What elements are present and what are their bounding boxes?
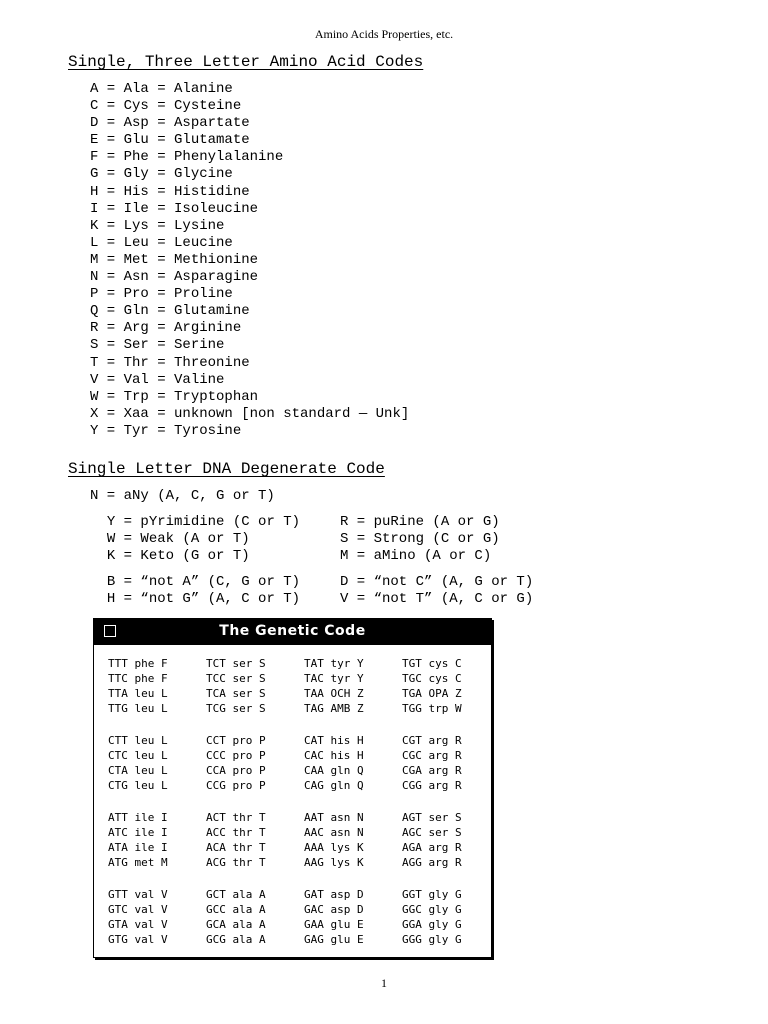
amino-code-row: W = Trp = Tryptophan <box>90 388 259 405</box>
dna-code-any: N = aNy (A, C, G or T) <box>90 488 275 504</box>
codon-cell: TTA leu L <box>108 687 168 700</box>
codon-cell: CCA pro P <box>206 764 266 777</box>
genetic-code-window <box>93 618 492 958</box>
codon-cell: CGG arg R <box>402 779 462 792</box>
codon-cell: AAA lys K <box>304 841 364 854</box>
amino-code-row: H = His = Histidine <box>90 183 250 200</box>
codon-cell: GCC ala A <box>206 903 266 916</box>
codon-cell: TAA OCH Z <box>304 687 364 700</box>
codon-cell: TGG trp W <box>402 702 462 715</box>
codon-cell: AGG arg R <box>402 856 462 869</box>
genetic-code-title: The Genetic Code <box>219 623 366 639</box>
codon-cell: TGA OPA Z <box>402 687 462 700</box>
codon-cell: GTC val V <box>108 903 168 916</box>
codon-cell: TTG leu L <box>108 702 168 715</box>
amino-code-row: S = Ser = Serine <box>90 337 225 354</box>
codon-cell: CAG gln Q <box>304 779 364 792</box>
codon-cell: CGC arg R <box>402 749 462 762</box>
codon-cell: ATA ile I <box>108 841 168 854</box>
codon-cell: AAC asn N <box>304 826 364 839</box>
codon-cell: CGA arg R <box>402 764 462 777</box>
codon-cell: TCA ser S <box>206 687 266 700</box>
codon-cell: GTT val V <box>108 888 168 901</box>
codon-cell: GAA glu E <box>304 918 364 931</box>
amino-code-row: Y = Tyr = Tyrosine <box>90 422 242 439</box>
codon-cell: GAG glu E <box>304 933 364 946</box>
codon-cell: GTA val V <box>108 918 168 931</box>
codon-cell: ACT thr T <box>206 811 266 824</box>
codon-cell: TGT cys C <box>402 657 462 670</box>
codon-cell: AAT asn N <box>304 811 364 824</box>
codon-cell: AAG lys K <box>304 856 364 869</box>
codon-cell: GGC gly G <box>402 903 462 916</box>
codon-cell: CGT arg R <box>402 734 462 747</box>
codon-cell: AGA arg R <box>402 841 462 854</box>
codon-cell: GCA ala A <box>206 918 266 931</box>
amino-code-row: E = Glu = Glutamate <box>90 132 250 149</box>
amino-code-row: R = Arg = Arginine <box>90 320 242 337</box>
codon-cell: GAC asp D <box>304 903 364 916</box>
codon-cell: AGC ser S <box>402 826 462 839</box>
dna-code-left: W = Weak (A or T) <box>106 531 250 547</box>
dna-code-left: Y = pYrimidine (C or T) <box>106 514 301 530</box>
amino-code-row: Q = Gln = Glutamine <box>90 303 250 320</box>
codon-cell: TAC tyr Y <box>304 672 364 685</box>
codon-cell: GGA gly G <box>402 918 462 931</box>
amino-code-row: N = Asn = Asparagine <box>90 269 259 286</box>
codon-cell: TCT ser S <box>206 657 266 670</box>
codon-cell: GCG ala A <box>206 933 266 946</box>
codon-cell: CTT leu L <box>108 734 168 747</box>
codon-cell: GGT gly G <box>402 888 462 901</box>
codon-cell: ACG thr T <box>206 856 266 869</box>
dna-code-left: K = Keto (G or T) <box>106 548 250 564</box>
codon-cell: GCT ala A <box>206 888 266 901</box>
codon-cell: ACC thr T <box>206 826 266 839</box>
amino-code-row: K = Lys = Lysine <box>90 217 225 234</box>
codon-cell: TAT tyr Y <box>304 657 364 670</box>
amino-code-row: P = Pro = Proline <box>90 286 233 303</box>
codon-cell: GAT asp D <box>304 888 364 901</box>
codon-cell: ACA thr T <box>206 841 266 854</box>
amino-code-row: X = Xaa = unknown [non standard — Unk] <box>90 405 410 422</box>
dna-code-left: B = “not A” (C, G or T) <box>106 574 301 590</box>
amino-code-row: L = Leu = Leucine <box>90 234 233 251</box>
codon-cell: CCG pro P <box>206 779 266 792</box>
codon-cell: ATG met M <box>108 856 168 869</box>
codon-cell: CTC leu L <box>108 749 168 762</box>
amino-codes-title: Single, Three Letter Amino Acid Codes <box>68 53 424 71</box>
codon-cell: ATT ile I <box>108 811 168 824</box>
amino-code-row: F = Phe = Phenylalanine <box>90 149 284 166</box>
dna-code-right: D = “not C” (A, G or T) <box>340 574 534 590</box>
dna-code-right: S = Strong (C or G) <box>340 531 500 547</box>
codon-cell: GGG gly G <box>402 933 462 946</box>
genetic-code-titlebar[interactable] <box>94 619 491 645</box>
dna-code-right: M = aMino (A or C) <box>340 548 492 564</box>
codon-cell: TCG ser S <box>206 702 266 715</box>
codon-cell: GTG val V <box>108 933 168 946</box>
amino-code-row: M = Met = Methionine <box>90 251 259 268</box>
codon-cell: CTG leu L <box>108 779 168 792</box>
codon-cell: CAA gln Q <box>304 764 364 777</box>
amino-code-row: C = Cys = Cysteine <box>90 98 242 115</box>
codon-cell: TTC phe F <box>108 672 168 685</box>
amino-code-row: I = Ile = Isoleucine <box>90 200 259 217</box>
codon-cell: TCC ser S <box>206 672 266 685</box>
codon-cell: CTA leu L <box>108 764 168 777</box>
dna-code-left: H = “not G” (A, C or T) <box>106 591 301 607</box>
amino-code-row: G = Gly = Glycine <box>90 166 233 183</box>
amino-codes-list <box>90 81 409 440</box>
codon-cell: CCT pro P <box>206 734 266 747</box>
codon-cell: AGT ser S <box>402 811 462 824</box>
codon-cell: ATC ile I <box>108 826 168 839</box>
amino-code-row: A = Ala = Alanine <box>90 81 233 97</box>
codon-cell: TGC cys C <box>402 672 462 685</box>
dna-code-title: Single Letter DNA Degenerate Code <box>68 460 385 478</box>
codon-cell: CCC pro P <box>206 749 266 762</box>
amino-code-row: D = Asp = Aspartate <box>90 115 250 132</box>
dna-code-right: R = puRine (A or G) <box>340 514 500 530</box>
amino-code-row: T = Thr = Threonine <box>90 354 250 371</box>
codon-cell: CAT his H <box>304 734 364 747</box>
codon-cell: TTT phe F <box>108 657 168 670</box>
amino-code-row: V = Val = Valine <box>90 371 225 388</box>
page-header: Amino Acids Properties, etc. <box>314 27 454 41</box>
dna-code-right: V = “not T” (A, C or G) <box>340 591 534 607</box>
page-number: 1 <box>381 976 387 990</box>
codon-cell: CAC his H <box>304 749 364 762</box>
codon-cell: TAG AMB Z <box>304 702 364 715</box>
